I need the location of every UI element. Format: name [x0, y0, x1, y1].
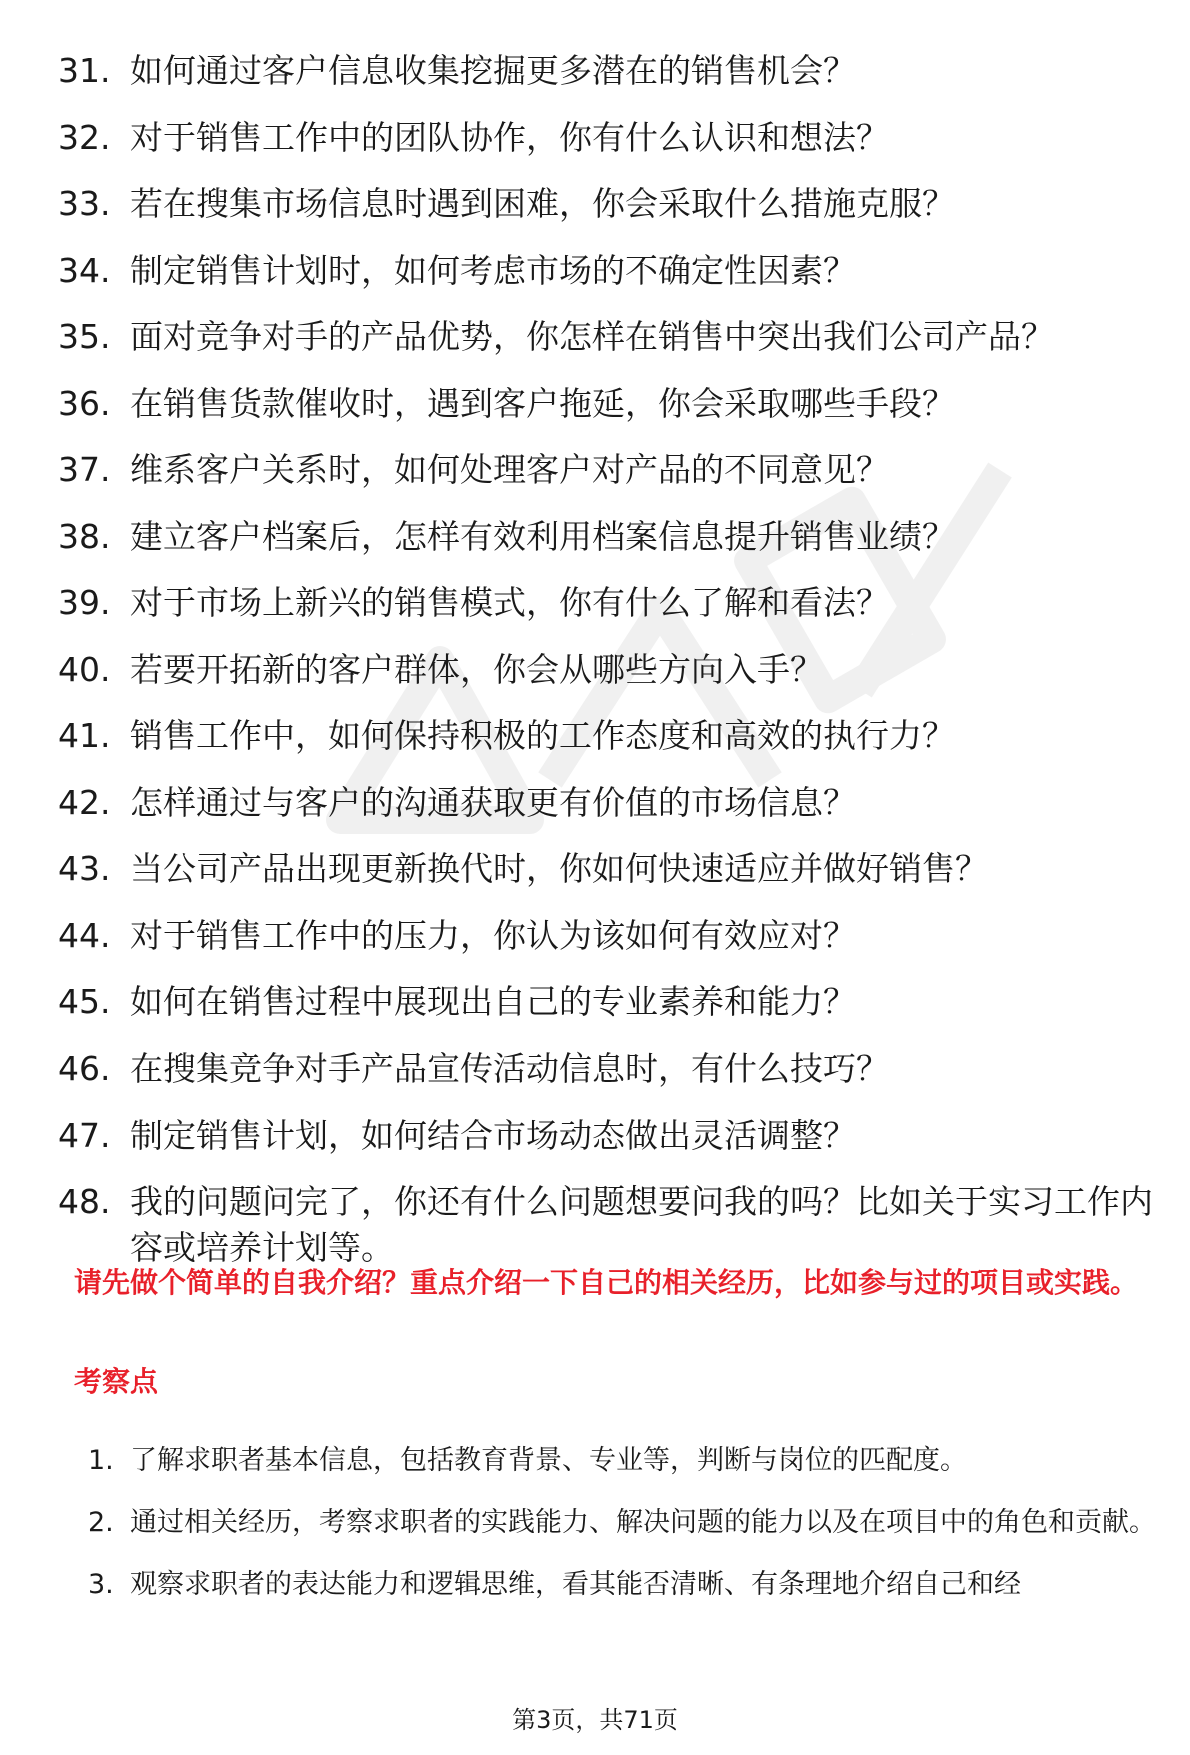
question-text: 当公司产品出现更新换代时，你如何快速适应并做好销售？: [130, 849, 988, 889]
question-item: [58, 780, 1158, 826]
question-number: 31.: [58, 51, 111, 90]
question-item: [58, 1179, 1158, 1270]
section-title: 考察点: [74, 1365, 159, 1398]
question-item: [58, 913, 1158, 959]
point-text: 通过相关经历，考察求职者的实践能力、解决问题的能力以及在项目中的角色和贡献。: [130, 1507, 1156, 1538]
question-item: [58, 48, 1158, 94]
question-item: [58, 1113, 1158, 1159]
question-text: 在销售货款催收时，遇到客户拖延，你会采取哪些手段？: [130, 383, 955, 423]
question-item: [58, 115, 1158, 161]
question-text: 销售工作中，如何保持积极的工作态度和高效的执行力？: [130, 716, 955, 756]
question-text: 我的问题问完了，你还有什么问题想要问我的吗？比如关于实习工作内容或培养计划等。: [130, 1182, 1153, 1267]
question-text: 对于市场上新兴的销售模式，你有什么了解和看法？: [130, 583, 889, 623]
question-list: [58, 48, 1158, 1270]
question-number: 42.: [58, 782, 111, 822]
interview-prompt: 请先做个简单的自我介绍？重点介绍一下自己的相关经历，比如参与过的项目或实践。: [74, 1266, 1139, 1299]
point-number: 2.: [88, 1507, 114, 1538]
question-number: 46.: [58, 1048, 111, 1088]
page-footer: 第3页，共71页: [512, 1706, 678, 1734]
assessment-point: [88, 1492, 1158, 1554]
question-text: 如何通过客户信息收集挖掘更多潜在的销售机会？: [130, 51, 856, 90]
question-number: 45.: [58, 982, 111, 1022]
assessment-point: [88, 1430, 1158, 1492]
question-text: 在搜集竞争对手产品宣传活动信息时，有什么技巧？: [130, 1048, 889, 1088]
question-text: 如何在销售过程中展现出自己的专业素养和能力？: [130, 982, 856, 1022]
question-number: 40.: [58, 649, 111, 689]
question-text: 若在搜集市场信息时遇到困难，你会采取什么措施克服？: [130, 184, 955, 224]
question-item: [58, 181, 1158, 227]
question-item: [58, 713, 1158, 759]
point-number: 1.: [88, 1445, 114, 1476]
question-item: [58, 381, 1158, 427]
question-number: 43.: [58, 849, 111, 889]
question-item: [58, 1046, 1158, 1092]
question-item: [58, 248, 1158, 294]
question-item: [58, 979, 1158, 1025]
question-number: 33.: [58, 184, 111, 224]
question-item: [58, 580, 1158, 626]
question-text: 若要开拓新的客户群体，你会从哪些方向入手？: [130, 649, 823, 689]
assessment-points-list: [88, 1430, 1158, 1616]
question-number: 48.: [58, 1182, 111, 1222]
point-text: 了解求职者基本信息，包括教育背景、专业等，判断与岗位的匹配度。: [130, 1445, 967, 1476]
question-text: 制定销售计划时，如何考虑市场的不确定性因素？: [130, 250, 856, 290]
question-number: 41.: [58, 716, 111, 756]
point-number: 3.: [88, 1569, 114, 1600]
question-text: 对于销售工作中的压力，你认为该如何有效应对？: [130, 915, 856, 955]
question-number: 47.: [58, 1115, 111, 1155]
question-number: 36.: [58, 383, 111, 423]
assessment-point: [88, 1554, 1158, 1616]
question-number: 34.: [58, 250, 111, 290]
question-number: 38.: [58, 516, 111, 556]
question-text: 对于销售工作中的团队协作，你有什么认识和想法？: [130, 117, 889, 157]
question-item: [58, 314, 1158, 360]
question-item: [58, 447, 1158, 493]
question-text: 面对竞争对手的产品优势，你怎样在销售中突出我们公司产品？: [130, 317, 1054, 357]
question-item: [58, 647, 1158, 693]
question-number: 39.: [58, 583, 111, 623]
question-text: 建立客户档案后，怎样有效利用档案信息提升销售业绩？: [130, 516, 955, 556]
question-item: [58, 514, 1158, 560]
question-text: 制定销售计划，如何结合市场动态做出灵活调整？: [130, 1115, 856, 1155]
question-item: [58, 846, 1158, 892]
point-text: 观察求职者的表达能力和逻辑思维，看其能否清晰、有条理地介绍自己和经: [130, 1569, 1021, 1600]
question-text: 维系客户关系时，如何处理客户对产品的不同意见？: [130, 450, 889, 490]
question-text: 怎样通过与客户的沟通获取更有价值的市场信息？: [130, 782, 856, 822]
question-number: 35.: [58, 317, 111, 357]
question-number: 37.: [58, 450, 111, 490]
question-number: 32.: [58, 117, 111, 157]
question-number: 44.: [58, 915, 111, 955]
